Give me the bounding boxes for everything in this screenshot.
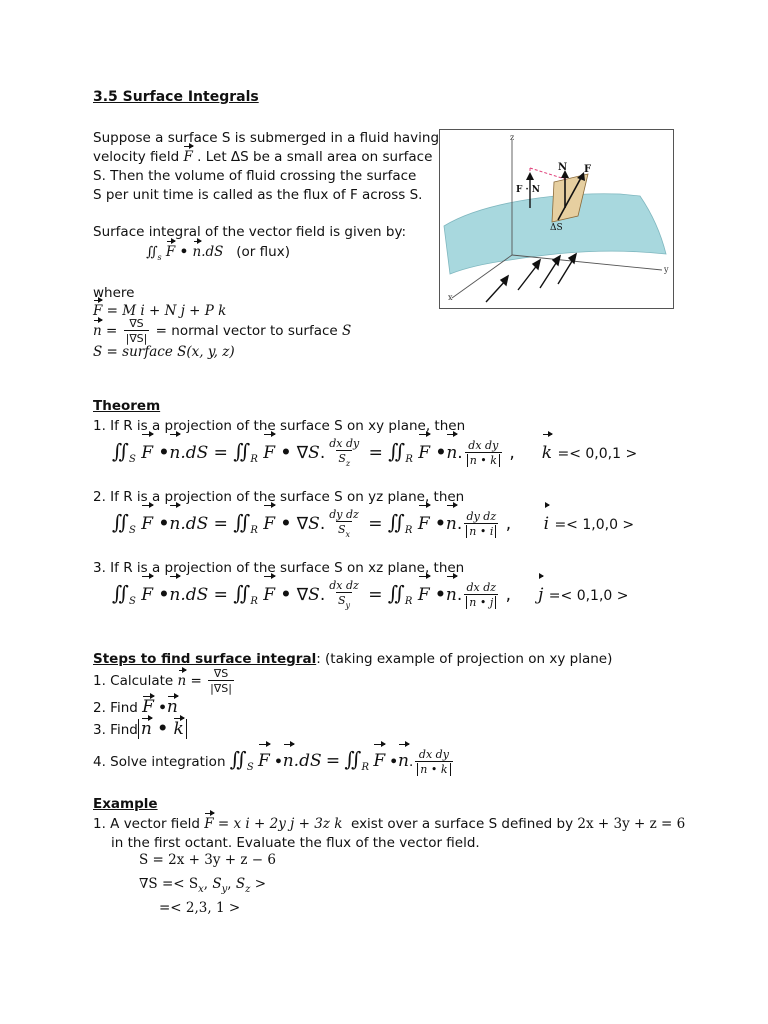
step-4: 4. Solve integration $∬_S$ F •n.dS = $∬_R$ F •n. $\frac{\text{dx dy}}{n • k}$ (93, 744, 455, 783)
flux-diagram (440, 130, 673, 308)
example-heading: Example (93, 796, 158, 812)
example-eq-2: $\nabla S =< S_x$, $S_y$, $S_z$ > (139, 876, 267, 895)
section-title: 3.5 Surface Integrals (93, 89, 259, 105)
z-label: z (510, 133, 515, 142)
example-eq-1: S = 2x + 3y + z − 6 (139, 852, 276, 868)
flux-formula: $∬_s$ F • n.dS (or flux) (146, 244, 290, 262)
theorem-3-formula: $∬_S$ F •n.dS = $∬_R$ F • ∇S. $\frac{\text{dx dz}}{S_y}$ = $∬_R$ F •n. $\frac{\text{dx dz}}{n • j}$ , j =< 0,1,0 > (112, 579, 629, 610)
step-2: 2. Find F •n (93, 697, 178, 717)
theorem-3-text: 3. If R is a projection of the surface S on xz plane, then (93, 560, 465, 576)
example-eq-3: =< 2,3, 1 > (159, 900, 241, 916)
flux-figure (439, 129, 674, 309)
theorem-1-text: 1. If R is a projection of the surface S on xy plane, then (93, 418, 466, 434)
surface-integral-intro: Surface integral of the vector field is given by: (93, 224, 407, 240)
S-definition: S = surface S(x, y, z) (93, 344, 235, 360)
theorem-heading: Theorem (93, 398, 161, 414)
y-label: y (664, 265, 669, 274)
FN-label: F · N (516, 185, 541, 195)
intro-line-1: Suppose a surface S is submerged in a fluid having (93, 130, 440, 146)
intro-line-3: S. Then the volume of fluid crossing the surface (93, 168, 417, 184)
steps-heading: Steps to find surface integral: (taking example of projection on xy plane) (93, 651, 613, 667)
example-line-1: 1. A vector field F = x i + 2y j + 3z k exist over a surface S defined by 2x + 3y + z = 6 (93, 816, 686, 832)
example-line-2: in the first octant. Evaluate the flux of the vector field. (111, 835, 480, 851)
theorem-2-formula: $∬_S$ F •n.dS = $∬_R$ F • ∇S. $\frac{\text{dy dz}}{S_x}$ = $∬_R$ F •n. $\frac{\text{dy dz}}{n • i}$ , i =< 1,0,0 > (112, 508, 635, 539)
N-label: N (558, 162, 568, 173)
step-1: 1. Calculate n = $\frac{\nabla S}{|\nabla S|}$ (93, 667, 232, 695)
theorem-2-text: 2. If R is a projection of the surface S on yz plane, then (93, 489, 465, 505)
n-definition: n = $\frac{\nabla S}{|\nabla S|}$ = normal vector to surface S (93, 317, 352, 345)
intro-line-4: S per unit time is called as the flux of F across S. (93, 187, 423, 203)
step-3: 3. Find n • k (93, 720, 187, 739)
x-label: x (448, 293, 453, 302)
where-label: where (93, 285, 135, 301)
F-label: F (584, 164, 592, 175)
dS-label: ΔS (550, 223, 563, 233)
F-definition: F = M i + N j + P k (93, 303, 227, 319)
theorem-1-formula: $∬_S$ F •n.dS = $∬_R$ F • ∇S. $\frac{\text{dx dy}}{S_z}$ = $∬_R$ F •n. $\frac{\text{dx dy}}{n • k}$ , k =< 0,0,1 > (112, 437, 638, 468)
intro-line-2: velocity field F . Let ΔS be a small area on surface (93, 149, 433, 165)
